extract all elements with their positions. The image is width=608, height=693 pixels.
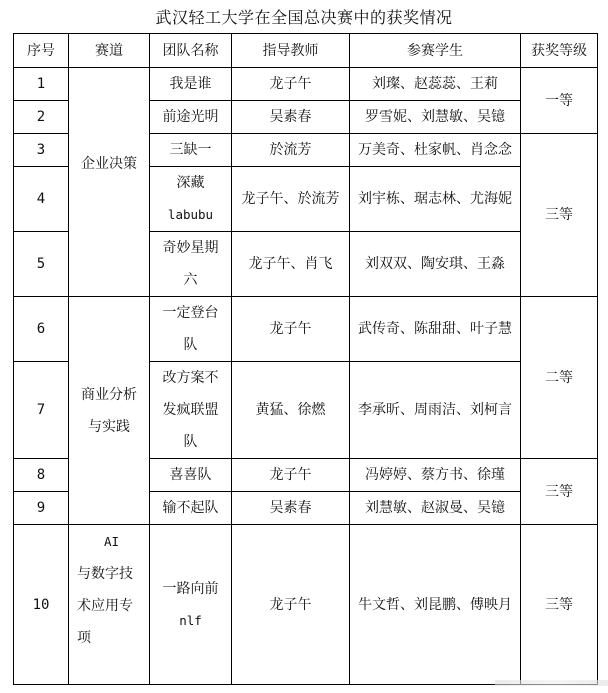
track-cell bbox=[69, 68, 150, 297]
advisor: 黄猛、徐燃 bbox=[232, 362, 350, 459]
advisor: 吴素春 bbox=[232, 492, 350, 525]
track-label-line: 商业分析 bbox=[81, 386, 137, 403]
track-label-line: AI bbox=[103, 533, 120, 549]
award-table bbox=[13, 33, 598, 685]
students: 刘宇栋、琚志林、尤海妮 bbox=[350, 167, 521, 232]
table-row bbox=[14, 297, 598, 362]
team-name: 一路向前 nlf bbox=[150, 525, 232, 685]
team-name: 深藏 labubu bbox=[150, 167, 232, 232]
students: 冯婷婷、蔡方书、徐瑾 bbox=[350, 459, 521, 492]
table-title: 武汉轻工大学在全国总决赛中的获奖情况 bbox=[155, 8, 453, 27]
track-label-line: 项 bbox=[77, 629, 91, 646]
team-name: 喜喜队 bbox=[150, 459, 232, 492]
team-name: 一定登台 队 bbox=[150, 297, 232, 362]
team-name: 输不起队 bbox=[150, 492, 232, 525]
students: 牛文哲、刘昆鹏、傅映月 bbox=[350, 525, 521, 685]
header-students: 参赛学生 bbox=[350, 34, 521, 68]
row-no: 2 bbox=[14, 101, 69, 134]
advisor: 龙子午 bbox=[232, 68, 350, 101]
advisor: 於流芳 bbox=[232, 134, 350, 167]
header-team: 团队名称 bbox=[150, 34, 232, 68]
header-track: 赛道 bbox=[69, 34, 150, 68]
row-no: 8 bbox=[14, 459, 69, 492]
track-cell bbox=[69, 525, 150, 685]
advisor: 龙子午 bbox=[232, 297, 350, 362]
team-name: 前途光明 bbox=[150, 101, 232, 134]
track-label: 企业决策 bbox=[81, 156, 137, 172]
track-label-line: 与实践 bbox=[88, 418, 130, 435]
row-no: 6 bbox=[14, 297, 69, 362]
header-advisor: 指导教师 bbox=[232, 34, 350, 68]
row-no: 9 bbox=[14, 492, 69, 525]
advisor: 龙子午 bbox=[232, 525, 350, 685]
track-label-line: 与数字技 bbox=[77, 565, 133, 582]
team-name: 我是谁 bbox=[150, 68, 232, 101]
table-row bbox=[14, 68, 598, 101]
advisor: 龙子午、於流芳 bbox=[232, 167, 350, 232]
students: 罗雪妮、刘慧敏、吴镱 bbox=[350, 101, 521, 134]
row-no: 5 bbox=[14, 232, 69, 297]
watermark bbox=[495, 680, 608, 686]
track-cell bbox=[69, 297, 150, 525]
team-name: 改方案不 发疯联盟 队 bbox=[150, 362, 232, 459]
advisor: 龙子午 bbox=[232, 459, 350, 492]
students: 李承昕、周雨洁、刘柯言 bbox=[350, 362, 521, 459]
award-level: 一等 bbox=[521, 68, 598, 134]
row-no: 4 bbox=[14, 167, 69, 232]
students: 刘璨、赵蕊蕊、王莉 bbox=[350, 68, 521, 101]
track-label-line: 术应用专 bbox=[77, 597, 133, 614]
header-award: 获奖等级 bbox=[521, 34, 598, 68]
award-level: 二等 bbox=[521, 297, 598, 459]
team-name: 奇妙星期 六 bbox=[150, 232, 232, 297]
award-level: 三等 bbox=[521, 134, 598, 297]
row-no: 3 bbox=[14, 134, 69, 167]
table-row bbox=[14, 525, 598, 685]
award-level: 三等 bbox=[521, 525, 598, 685]
students: 刘慧敏、赵淑曼、吴镱 bbox=[350, 492, 521, 525]
students: 武传奇、陈甜甜、叶子慧 bbox=[350, 297, 521, 362]
row-no: 10 bbox=[14, 525, 69, 685]
header-row bbox=[14, 34, 598, 68]
team-name: 三缺一 bbox=[150, 134, 232, 167]
header-no: 序号 bbox=[14, 34, 69, 68]
advisor: 吴素春 bbox=[232, 101, 350, 134]
award-level: 三等 bbox=[521, 459, 598, 525]
row-no: 7 bbox=[14, 362, 69, 459]
row-no: 1 bbox=[14, 68, 69, 101]
advisor: 龙子午、肖飞 bbox=[232, 232, 350, 297]
students: 万美奇、杜家帆、肖念念 bbox=[350, 134, 521, 167]
students: 刘双双、陶安琪、王淼 bbox=[350, 232, 521, 297]
